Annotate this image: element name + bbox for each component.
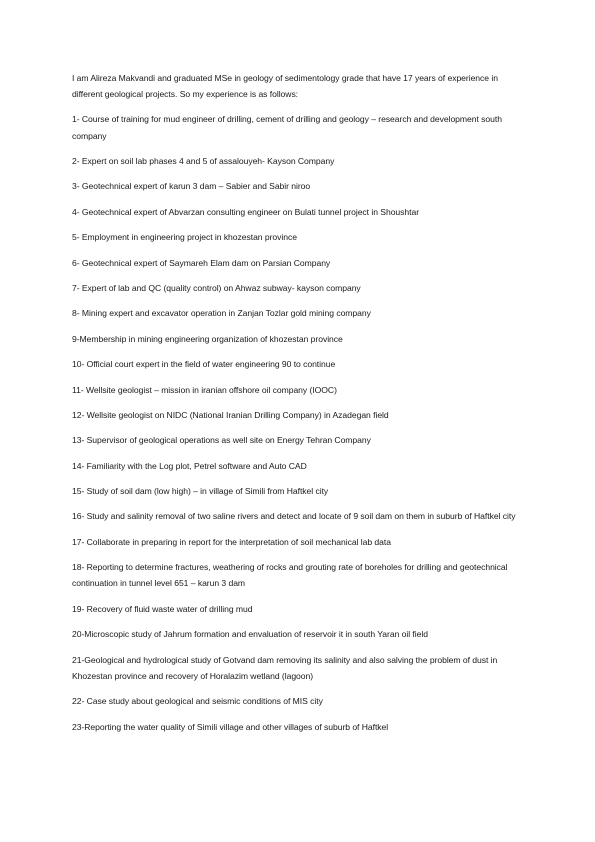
experience-item-22: 22- Case study about geological and seismic conditions of MIS city	[72, 696, 323, 707]
document-page	[72, 70, 524, 744]
experience-item-9: 9-Membership in mining engineering organization of khozestan province	[72, 333, 343, 344]
experience-item-11: 11- Wellsite geologist – mission in iranian offshore oil company (IOOC)	[72, 384, 337, 395]
experience-item-7: 7- Expert of lab and QC (quality control) on Ahwaz subway- kayson company	[72, 282, 361, 293]
experience-item-8: 8- Mining expert and excavator operation in Zanjan Tozlar gold mining company	[72, 308, 371, 319]
experience-item-6: 6- Geotechnical expert of Saymareh Elam dam on Parsian Company	[72, 257, 331, 268]
experience-item-21: 21-Geological and hydrological study of Gotvand dam removing its salinity and also salving the problem of dust in Khozestan province and recovery of Horalazim wetland (lagoon)	[72, 654, 498, 681]
experience-item-15: 15- Study of soil dam (low high) – in village of Simili from Haftkel city	[72, 486, 329, 497]
experience-item-1: 1- Course of training for mud engineer of drilling, cement of drilling and geology – research and development south company	[72, 114, 502, 141]
experience-item-17: 17- Collaborate in preparing in report for the interpretation of soil mechanical lab data	[72, 536, 391, 547]
experience-item-23: 23-Reporting the water quality of Simili village and other villages of suburb of Haftkel	[72, 721, 389, 732]
experience-item-3: 3- Geotechnical expert of karun 3 dam – Sabier and Sabir niroo	[72, 181, 311, 192]
experience-item-16: 16- Study and salinity removal of two saline rivers and detect and locate of 9 soil dam on them in suburb of Haftkel city	[72, 511, 516, 522]
intro-paragraph: I am Alireza Makvandi and graduated MSe in geology of sedimentology grade that have 17 years of experience in different geological projects. So my experience is as follows:	[72, 73, 498, 100]
experience-item-4: 4- Geotechnical expert of Abvarzan consulting engineer on Bulati tunnel project in Shoushtar	[72, 206, 420, 217]
experience-item-18: 18- Reporting to determine fractures, weathering of rocks and grouting rate of boreholes for drilling and geotechnical continuation in tunnel level 651 – karun 3 dam	[72, 562, 508, 589]
experience-item-14: 14- Familiarity with the Log plot, Petrel software and Auto CAD	[72, 460, 307, 471]
experience-list	[72, 111, 524, 734]
experience-item-13: 13- Supervisor of geological operations as well site on Energy Tehran Company	[72, 435, 371, 446]
experience-item-2: 2- Expert on soil lab phases 4 and 5 of assalouyeh- Kayson Company	[72, 156, 335, 166]
experience-item-12: 12- Wellsite geologist on NIDC (National Iranian Drilling Company) in Azadegan field	[72, 409, 389, 420]
experience-item-5: 5- Employment in engineering project in khozestan province	[72, 232, 297, 243]
experience-item-19: 19- Recovery of fluid waste water of drilling mud	[72, 603, 253, 614]
experience-item-10: 10- Official court expert in the field of water engineering 90 to continue	[72, 359, 336, 370]
experience-item-20: 20-Microscopic study of Jahrum formation and envaluation of reservoir it in south Yaran oil field	[72, 629, 428, 640]
